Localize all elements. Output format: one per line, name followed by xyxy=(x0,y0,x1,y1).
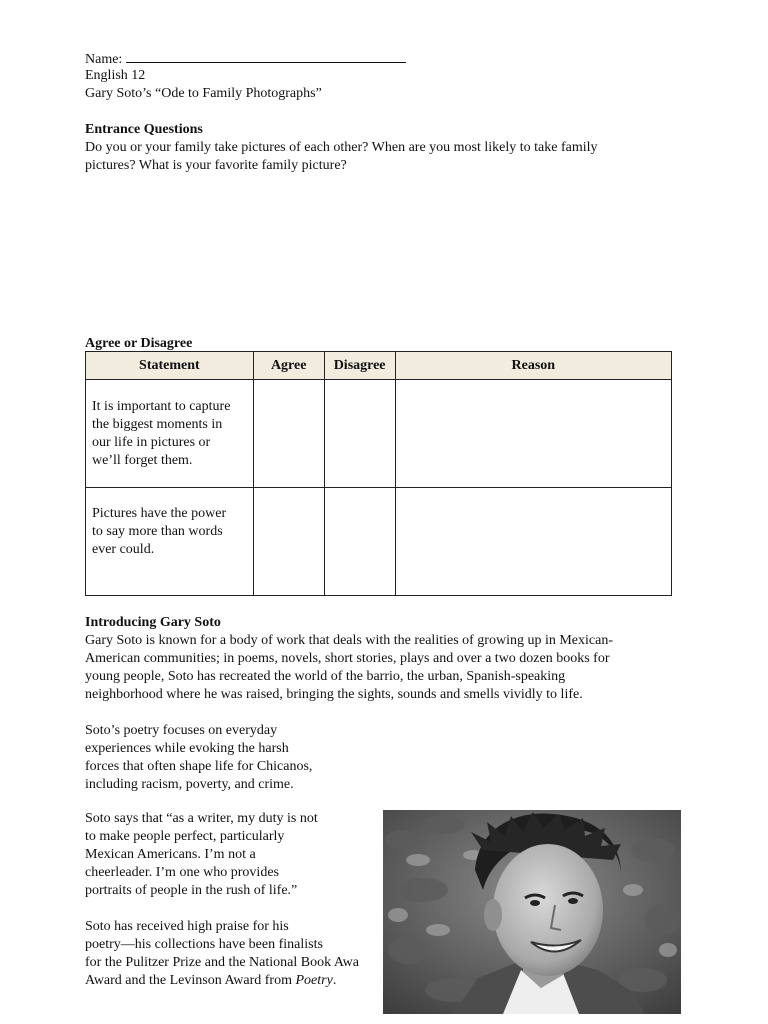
intro-paragraph-2 xyxy=(85,722,312,794)
journal-title: Poetry xyxy=(295,973,333,988)
table-row xyxy=(86,488,672,596)
intro-paragraph-3 xyxy=(85,810,318,900)
text-span: . xyxy=(332,973,337,988)
text-line: young people, Soto has recreated the world of the barrio, the urban, Spanish-speaking xyxy=(85,669,566,684)
statement-line: to say more than words xyxy=(92,524,223,539)
intro-paragraph-4 xyxy=(85,918,359,990)
statement-cell xyxy=(86,488,254,596)
disagree-cell[interactable] xyxy=(324,488,395,596)
statement-line: ever could. xyxy=(92,542,155,557)
agree-cell[interactable] xyxy=(253,380,324,488)
table-row xyxy=(86,380,672,488)
agree-disagree-heading: Agree or Disagree xyxy=(85,336,193,351)
name-line xyxy=(85,49,406,69)
agree-disagree-table xyxy=(85,351,672,596)
name-blank[interactable] xyxy=(126,49,406,63)
text-line: cheerleader. I’m one who provides xyxy=(85,865,279,880)
column-header-disagree: Disagree xyxy=(324,352,395,380)
text-line: Soto says that “as a writer, my duty is not xyxy=(85,811,318,826)
course-label: English 12 xyxy=(85,68,146,83)
table-header-row xyxy=(86,352,672,380)
agree-cell[interactable] xyxy=(253,488,324,596)
text-line: to make people perfect, particularly xyxy=(85,829,285,844)
entrance-text-line: Do you or your family take pictures of each other? When are you most likely to take family xyxy=(85,140,598,155)
text-line: neighborhood where he was raised, bringing the sights, sounds and smells vividly to life. xyxy=(85,687,583,702)
text-line: for the Pulitzer Prize and the National Book Awa xyxy=(85,955,359,970)
entrance-heading: Entrance Questions xyxy=(85,122,203,137)
text-span: Award and the Levinson Award from xyxy=(85,973,296,988)
document-title: Gary Soto’s “Ode to Family Photographs” xyxy=(85,86,322,101)
statement-line: It is important to capture xyxy=(92,399,231,414)
column-header-reason: Reason xyxy=(395,352,671,380)
text-line xyxy=(85,972,359,990)
statement-line: the biggest moments in xyxy=(92,417,223,432)
text-line: Soto’s poetry focuses on everyday xyxy=(85,723,278,738)
name-label: Name: xyxy=(85,52,123,67)
intro-heading: Introducing Gary Soto xyxy=(85,615,221,630)
reason-cell[interactable] xyxy=(395,488,671,596)
text-line: poetry—his collections have been finalists xyxy=(85,937,323,952)
reason-cell[interactable] xyxy=(395,380,671,488)
text-line: portraits of people in the rush of life.” xyxy=(85,883,298,898)
statement-line: our life in pictures or xyxy=(92,435,211,450)
disagree-cell[interactable] xyxy=(324,380,395,488)
text-line: American communities; in poems, novels, short stories, plays and over a two dozen books for xyxy=(85,651,610,666)
text-line: Mexican Americans. I’m not a xyxy=(85,847,256,862)
column-header-statement: Statement xyxy=(86,352,254,380)
statement-line: we’ll forget them. xyxy=(92,453,193,468)
intro-paragraph-1 xyxy=(85,632,613,704)
text-line: Gary Soto is known for a body of work that deals with the realities of growing up in Mexican- xyxy=(85,633,614,648)
text-line: including racism, poverty, and crime. xyxy=(85,777,294,792)
statement-cell xyxy=(86,380,254,488)
entrance-text-line: pictures? What is your favorite family picture? xyxy=(85,158,347,173)
text-line: forces that often shape life for Chicanos, xyxy=(85,759,313,774)
text-line: experiences while evoking the harsh xyxy=(85,741,289,756)
statement-line: Pictures have the power xyxy=(92,506,227,521)
author-photo xyxy=(383,810,681,1014)
column-header-agree: Agree xyxy=(253,352,324,380)
text-line: Soto has received high praise for his xyxy=(85,919,289,934)
